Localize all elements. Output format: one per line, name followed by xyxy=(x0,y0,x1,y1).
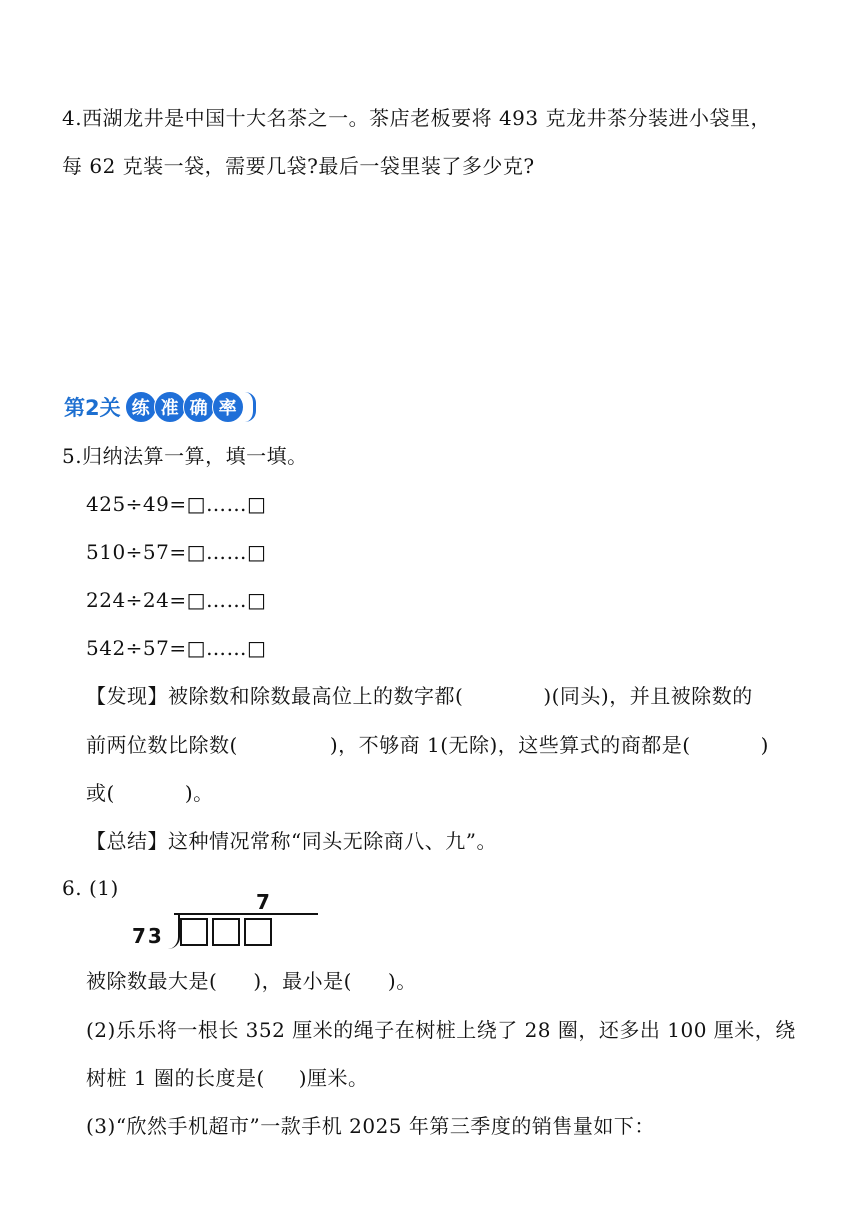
long-division-quotient: 7 xyxy=(256,890,270,914)
long-division-bracket xyxy=(168,913,180,949)
dividend-digit-box-3[interactable] xyxy=(244,918,272,946)
q6-2-text-b: )厘米。 xyxy=(298,1066,369,1090)
question-6-2-line-1: (2)乐乐将一根长 352 厘米的绳子在树桩上绕了 28 圈，还多出 100 厘米，绕 xyxy=(86,1018,796,1042)
finding-text-6: 或( xyxy=(86,781,115,805)
finding-line-3 xyxy=(86,779,214,807)
section-banner-tail xyxy=(245,392,256,422)
section-banner-char-3: 确 xyxy=(183,391,215,423)
question-6-2-line-2 xyxy=(86,1064,369,1092)
question-4-line-2: 每 62 克装一袋，需要几袋?最后一袋里装了多少克? xyxy=(62,154,535,178)
finding-text-5: ) xyxy=(760,733,769,757)
long-division-figure xyxy=(132,890,292,960)
long-division-bar xyxy=(174,913,318,915)
dividend-digit-box-1[interactable] xyxy=(180,918,208,946)
question-6-3-line: (3)“欣然手机超市”一款手机 2025 年第三季度的销售量如下： xyxy=(86,1114,655,1138)
equation-4: 542÷57=□……□ xyxy=(86,636,267,660)
dividend-digit-box-2[interactable] xyxy=(212,918,240,946)
equation-1: 425÷49=□……□ xyxy=(86,492,267,516)
finding-text-3: 前两位数比除数( xyxy=(86,733,238,757)
equation-2: 510÷57=□……□ xyxy=(86,540,267,564)
finding-text-4: )，不够商 1(无除)，这些算式的商都是( xyxy=(329,733,691,757)
question-6-1-line xyxy=(86,967,417,995)
section-banner xyxy=(64,390,256,424)
question-6-number: 6. (1) xyxy=(62,876,119,900)
finding-line-1 xyxy=(86,682,753,710)
question-4-line-1: 4.西湖龙井是中国十大名茶之一。茶店老板要将 493 克龙井茶分装进小袋里， xyxy=(62,106,771,130)
section-banner-char-2: 准 xyxy=(154,391,186,423)
finding-line-2 xyxy=(86,731,769,759)
section-banner-char-4: 率 xyxy=(212,391,244,423)
section-banner-char-1: 练 xyxy=(125,391,157,423)
finding-text-1: 【发现】被除数和除数最高位上的数字都( xyxy=(86,684,464,708)
summary-line: 【总结】这种情况常称“同头无除商八、九”。 xyxy=(86,829,497,853)
long-division-divisor: 73 xyxy=(132,924,164,948)
finding-text-7: )。 xyxy=(184,781,214,805)
q6-2-text-a: 树桩 1 圈的长度是( xyxy=(86,1066,265,1090)
q6-1-text-c: )。 xyxy=(387,969,417,993)
q6-1-text-a: 被除数最大是( xyxy=(86,969,218,993)
question-5-title: 5.归纳法算一算，填一填。 xyxy=(62,444,308,468)
finding-text-2: )(同头)，并且被除数的 xyxy=(543,684,753,708)
equation-3: 224÷24=□……□ xyxy=(86,588,267,612)
q6-1-text-b: )，最小是( xyxy=(253,969,352,993)
section-banner-prefix: 第2关 xyxy=(64,396,121,420)
